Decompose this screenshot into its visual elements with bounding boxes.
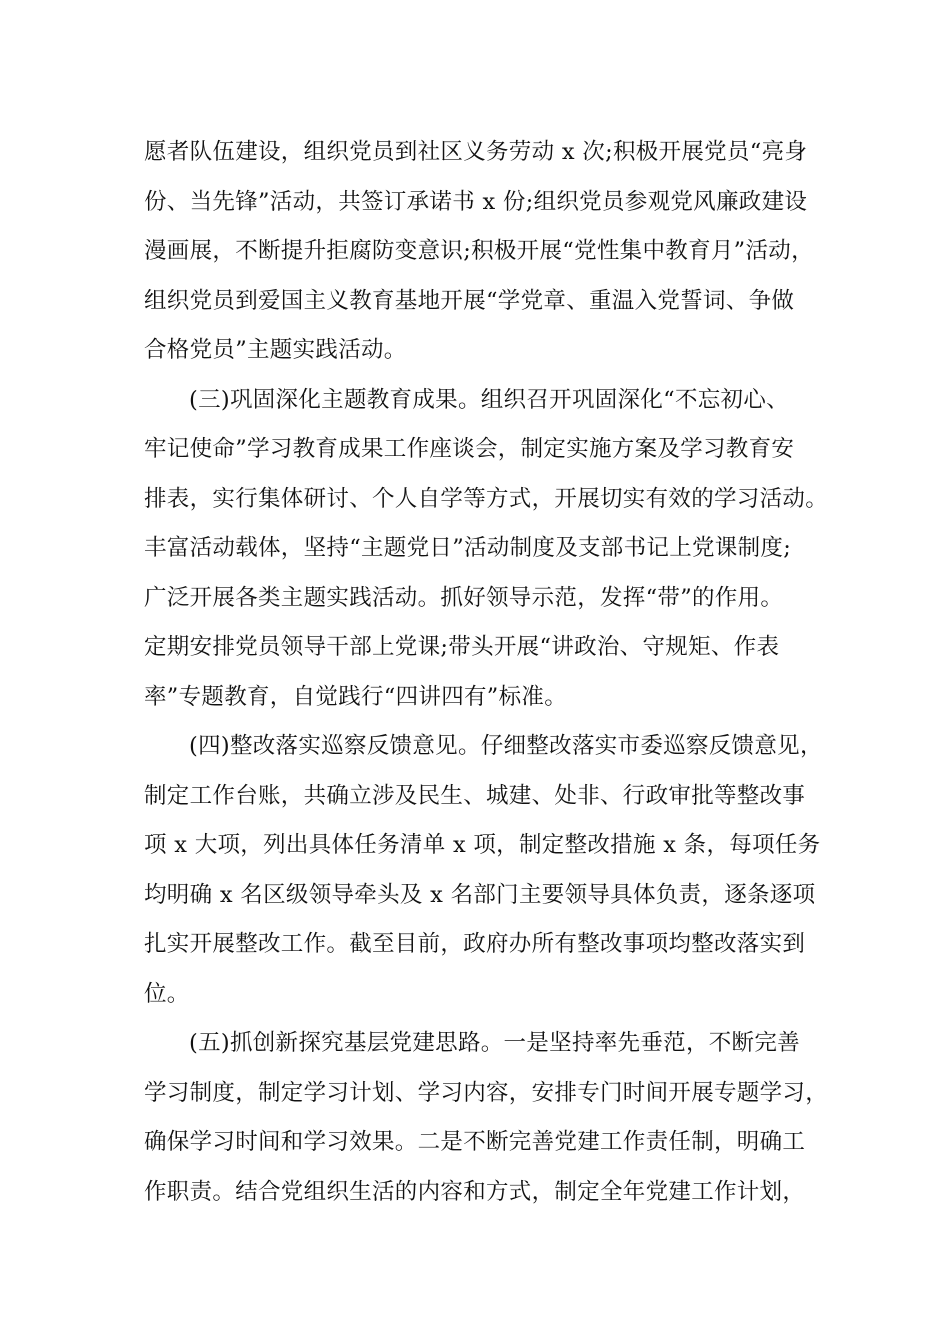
paragraph-section-5: [144, 1019, 829, 1217]
text-line: 学习制度，制定学习计划、学习内容，安排专门时间开展专题学习，: [144, 1079, 829, 1106]
text-line: 均明确 x 名区级领导牵头及 x 名部门主要领导具体负责，逐条逐项: [144, 881, 816, 908]
text-line: 合格党员”主题实践活动。: [144, 337, 407, 363]
section-heading-line: (四)整改落实巡察反馈意见。仔细整改落实市委巡察反馈意见，: [189, 733, 823, 759]
text-line: 排表，实行集体研讨、个人自学等方式，开展切实有效的学习活动。: [144, 485, 829, 512]
text-line: 定期安排党员领导干部上党课;带头开展“讲政治、守规矩、作表: [144, 634, 780, 660]
paragraph-volunteer-activities: [144, 128, 824, 376]
text-line: 组织党员到爱国主义教育基地开展“学党章、重温入党誓词、争做: [144, 287, 795, 314]
text-line: 广泛开展各类主题实践活动。抓好领导示范，发挥“带”的作用。: [144, 584, 784, 611]
document-body: [144, 128, 829, 1217]
text-line: 愿者队伍建设，组织党员到社区义务劳动 x 次;积极开展党员“亮身: [144, 139, 808, 165]
text-line: 份、当先锋”活动，共签订承诺书 x 份;组织党员参观党风廉政建设: [144, 188, 808, 215]
section-heading-line: (五)抓创新探究基层党建思路。一是坚持率先垂范，不断完善: [189, 1030, 800, 1056]
paragraph-section-3: [144, 376, 829, 723]
paragraph-section-4: [144, 722, 824, 1019]
text-line: 项 x 大项，列出具体任务清单 x 项，制定整改措施 x 条，每项任务: [144, 832, 821, 858]
text-line: 制定工作台账，共确立涉及民生、城建、处非、行政审批等整改事: [144, 782, 806, 809]
text-line: 牢记使命”学习教育成果工作座谈会，制定实施方案及学习教育安: [144, 436, 795, 462]
text-line: 漫画展，不断提升拒腐防变意识;积极开展“党性集中教育月”活动，: [144, 238, 814, 264]
text-line: 扎实开展整改工作。截至目前，政府办所有整改事项均整改落实到: [144, 931, 806, 957]
text-line: 丰富活动载体，坚持“主题党日”活动制度及支部书记上党课制度;: [144, 535, 792, 561]
text-line: 率”专题教育，自觉践行“四讲四有”标准。: [144, 683, 568, 710]
section-heading-line: (三)巩固深化主题教育成果。组织召开巩固深化“不忘初心、: [189, 386, 789, 413]
text-line: 位。: [144, 980, 190, 1007]
text-line: 确保学习时间和学习效果。二是不断完善党建工作责任制，明确工: [144, 1129, 806, 1155]
text-line: 作职责。结合党组织生活的内容和方式，制定全年党建工作计划，: [144, 1178, 806, 1205]
